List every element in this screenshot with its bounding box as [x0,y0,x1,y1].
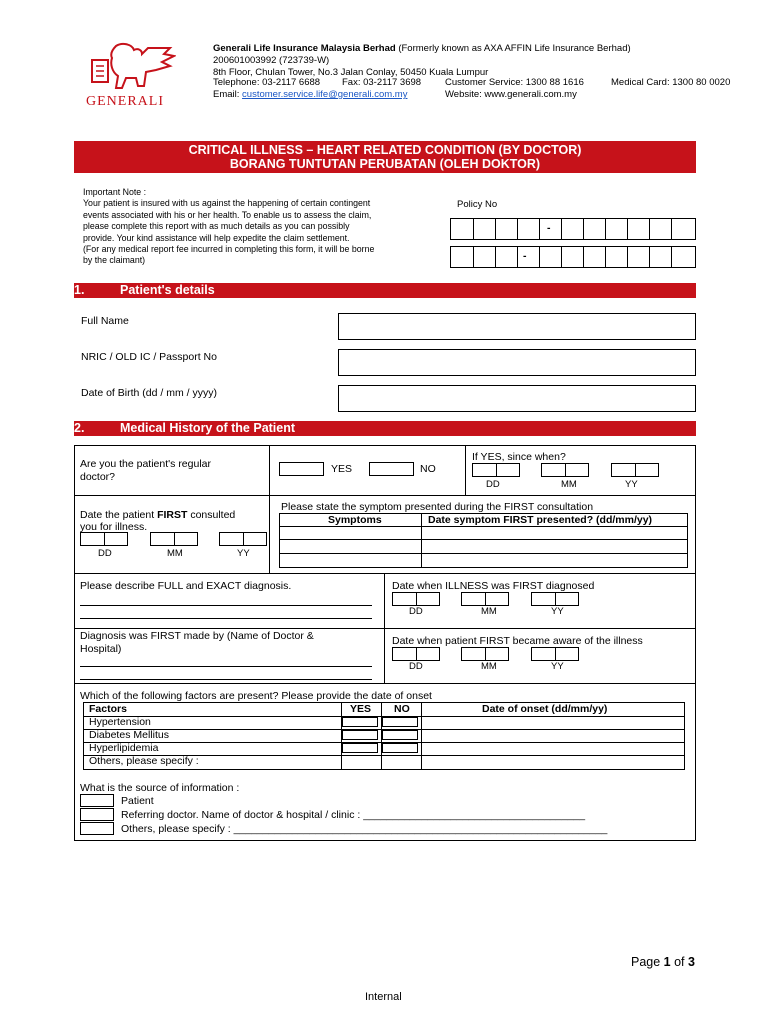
factor-hyperlipidemia: Hyperlipidemia [89,742,159,754]
symptom-prompt: Please state the symptom presented during the FIRST consultation [281,501,594,513]
since-yy-label: YY [625,479,638,490]
aware-yy-field[interactable] [531,647,579,661]
logo-wordmark: GENERALI [86,94,164,109]
factor-no-checkbox[interactable] [382,717,418,727]
first-consulted-post: consulted [187,509,236,521]
note-line: Your patient is insured with us against the happening of certain contingent [83,198,371,209]
full-name-field[interactable] [338,313,696,340]
regular-doctor-line: Are you the patient's regular [80,458,211,470]
important-note [83,187,433,267]
first-consulted-pre: Date the patient [80,509,158,521]
factor-others: Others, please specify : [89,755,199,767]
source-patient-checkbox[interactable] [80,794,114,807]
diagnosis-by-line: Diagnosis was FIRST made by (Name of Doctor & [80,630,314,642]
factors-header: Factors [89,703,127,715]
factors-date-header: Date of onset (dd/mm/yy) [482,703,608,715]
diagnosed-mm-field[interactable] [461,592,509,606]
company-customer-service: Customer Service: 1300 88 1616 [445,77,584,88]
symptoms-header: Symptoms [328,514,382,526]
yes-checkbox[interactable] [279,462,324,476]
diagnosis-by-line: Hospital) [80,643,122,655]
since-yy-field[interactable] [611,463,659,477]
page-total: 3 [688,955,695,969]
since-mm-label: MM [561,479,577,490]
company-medical-card: Medical Card: 1300 80 0020 [611,77,731,88]
factor-yes-checkbox[interactable] [342,730,378,740]
note-line: events associated with his or her health. To enable us to assess the claim, [83,209,372,220]
policy-dash: - [523,250,527,262]
diagnosis-by-label [80,630,314,656]
symptom-date-header: Date symptom FIRST presented? (dd/mm/yy) [428,514,653,526]
note-title: Important Note : [83,187,147,197]
page-mid: of [670,955,688,969]
section-1-header [74,283,696,298]
nric-label: NRIC / OLD IC / Passport No [81,351,217,363]
form-title-banner [74,141,696,173]
factors-no-header: NO [394,703,410,715]
company-website: Website: www.generali.com.my [445,89,577,100]
source-referring-label: Referring doctor. Name of doctor & hospital / clinic : ______________________________________ [121,809,586,821]
policy-no-row-1[interactable] [450,218,696,240]
consulted-yy-label: YY [237,548,250,559]
consulted-dd-field[interactable] [80,532,128,546]
factor-no-checkbox[interactable] [382,730,418,740]
diagnosis-by-line[interactable] [80,666,372,667]
symptom-table[interactable] [279,513,688,568]
diagnosis-line[interactable] [80,618,372,619]
diagnosis-by-line[interactable] [80,679,372,680]
dob-label: Date of Birth (dd / mm / yyyy) [81,387,217,399]
dob-field[interactable] [338,385,696,412]
diagnosis-prompt: Please describe FULL and EXACT diagnosis. [80,580,292,592]
factors-prompt: Which of the following factors are present? Please provide the date of onset [80,690,432,702]
section-2-title: Medical History of the Patient [120,421,296,435]
regular-doctor-line: doctor? [80,471,116,483]
consulted-yy-field[interactable] [219,532,267,546]
factors-yes-header: YES [350,703,372,715]
no-label: NO [420,463,436,475]
yes-label: YES [331,463,353,475]
no-checkbox[interactable] [369,462,414,476]
aware-mm-field[interactable] [461,647,509,661]
company-address: 8th Floor, Chulan Tower, No.3 Jalan Conlay, 50450 Kuala Lumpur [213,67,489,78]
note-line: provide. Your kind assistance will help expedite the claim settlement. [83,232,350,243]
diagnosed-dd-label: DD [409,606,423,617]
diagnosis-line[interactable] [80,605,372,606]
consulted-mm-field[interactable] [150,532,198,546]
policy-no-row-2[interactable] [450,246,696,268]
regular-doctor-label [80,458,211,484]
nric-field[interactable] [338,349,696,376]
section-1-title: Patient's details [120,283,215,297]
since-dd-label: DD [486,479,500,490]
factor-hypertension: Hypertension [89,716,151,728]
section-1-number: 1. [74,283,85,297]
illness-diagnosed-label: Date when ILLNESS was FIRST diagnosed [392,580,595,592]
classification-label: Internal [365,991,402,1003]
since-dd-field[interactable] [472,463,520,477]
since-when-label: If YES, since when? [472,451,566,463]
aware-dd-label: DD [409,661,423,672]
page-number [631,955,695,969]
since-mm-field[interactable] [541,463,589,477]
company-reg-no: 200601003992 (723739-W) [213,55,330,66]
diagnosed-yy-label: YY [551,606,564,617]
source-others-checkbox[interactable] [80,822,114,835]
first-consulted-bold: FIRST [157,509,188,521]
note-line: please complete this report with as much details as you can possibly [83,221,350,232]
email-label: Email: [213,89,240,100]
company-email-line [213,89,407,101]
policy-dash: - [547,222,551,234]
company-name-line [213,43,631,55]
company-telephone: Telephone: 03-2117 6688 [213,77,321,88]
company-fax: Fax: 03-2117 3698 [342,77,422,88]
diagnosed-yy-field[interactable] [531,592,579,606]
company-former-name: (Formerly known as AXA AFFIN Life Insurance Berhad) [398,43,631,54]
aware-dd-field[interactable] [392,647,440,661]
factor-yes-checkbox[interactable] [342,717,378,727]
factor-no-checkbox[interactable] [382,743,418,753]
patient-aware-label: Date when patient FIRST became aware of the illness [392,635,643,647]
aware-yy-label: YY [551,661,564,672]
aware-mm-label: MM [481,661,497,672]
generali-logo [86,42,176,109]
source-patient-label: Patient [121,795,154,807]
form-title-ms: BORANG TUNTUTAN PERUBATAN (OLEH DOKTOR) [229,157,541,171]
source-prompt: What is the source of information : [80,782,240,794]
email-link[interactable]: customer.service.life@generali.com.my [242,89,408,100]
form-title-en: CRITICAL ILLNESS – HEART RELATED CONDITION (BY DOCTOR) [188,143,582,157]
factor-diabetes: Diabetes Mellitus [89,729,169,741]
section-2-number: 2. [74,421,85,435]
first-consulted-line2: you for illness. [80,521,148,533]
diagnosed-mm-label: MM [481,606,497,617]
diagnosed-dd-field[interactable] [392,592,440,606]
factor-yes-checkbox[interactable] [342,743,378,753]
source-referring-checkbox[interactable] [80,808,114,821]
consulted-dd-label: DD [98,548,112,559]
section-2-header [74,421,696,436]
page-pre: Page [631,955,664,969]
note-line: (For any medical report fee incurred in completing this form, it will be borne [83,244,375,255]
page-num: 1 [663,955,671,969]
lion-icon [86,42,176,92]
consulted-mm-label: MM [167,548,183,559]
source-others-label: Others, please specify : ________________________________________________________________ [121,823,608,835]
company-name: Generali Life Insurance Malaysia Berhad [213,43,396,54]
note-line: by the claimant) [83,255,146,266]
first-consulted-label [80,509,235,533]
full-name-label: Full Name [81,315,129,327]
policy-no-label: Policy No [457,199,498,210]
